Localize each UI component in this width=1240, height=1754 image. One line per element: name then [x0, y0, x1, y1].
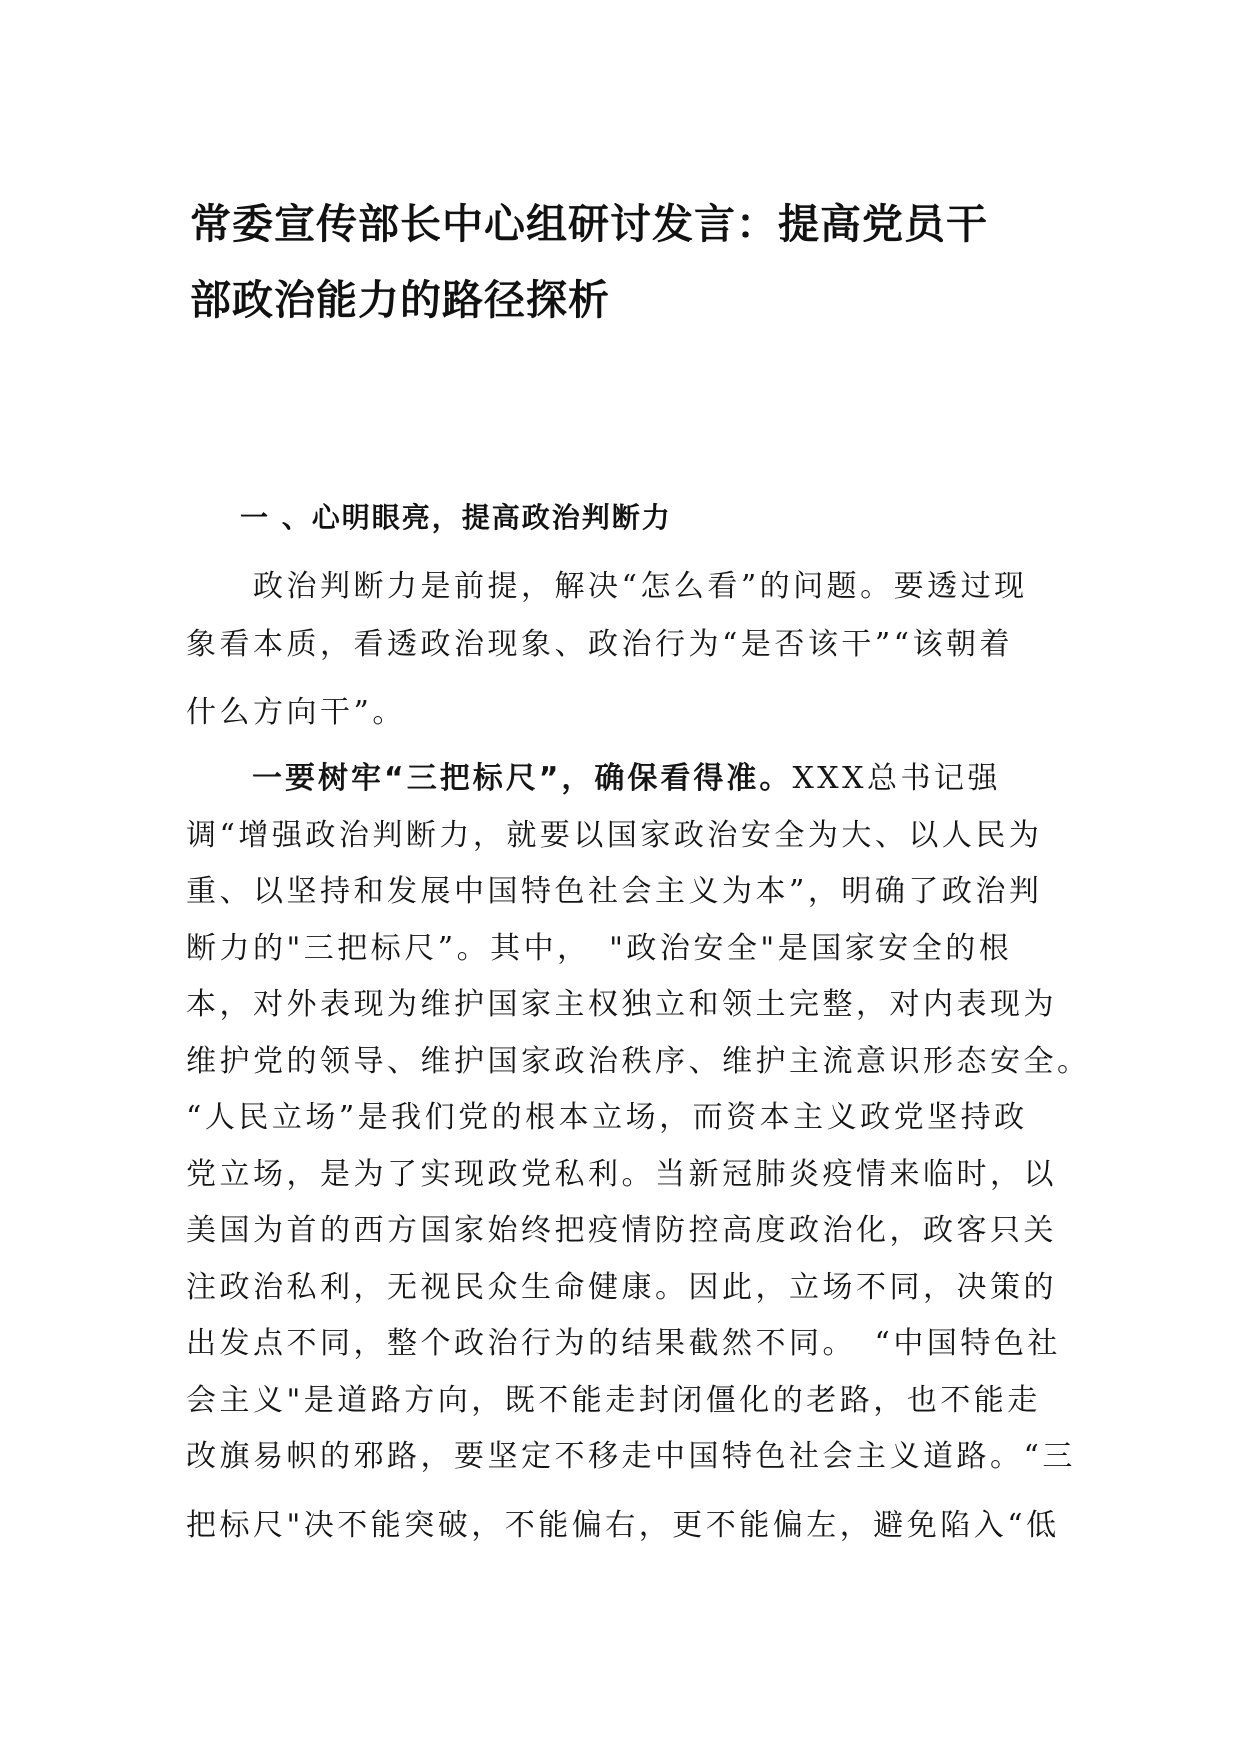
paragraph-2-line: 重、以坚持和发展中国特色社会主义为本”，明确了政治判: [186, 874, 1043, 909]
paragraph-2-line: 美国为首的西方国家始终把疫情防控高度政治化，政客只关: [186, 1213, 1057, 1248]
paragraph-2-bold-lead: 一要树牢“三把标尺”，确保看得准。: [186, 761, 793, 796]
paragraph-1-line: 什么方向干”。: [186, 695, 406, 730]
paragraph-2-line: 出发点不同，整个政治行为的结果截然不同。 “中国特色社: [186, 1326, 1061, 1361]
paragraph-2-line: 注政治私利，无视民众生命健康。因此，立场不同，决策的: [186, 1269, 1057, 1305]
paragraph-2-line: 断力的"三把标尺”。其中， "政治安全"是国家安全的根: [186, 930, 1013, 966]
paragraph-2-line: 调“增强政治判断力，就要以国家政治安全为大、以人民为: [186, 817, 1043, 853]
paragraph-1-line: 象看本质，看透政治现象、政治行为“是否该干”“该朝着: [186, 627, 1014, 662]
paragraph-1-line: 政治判断力是前提，解决“怎么看”的问题。要透过现: [186, 569, 1028, 604]
paragraph-2-line: 把标尺"决不能突破，不能偏右，更不能偏左，避免陷入“低: [186, 1507, 1060, 1543]
paragraph-2-line: 维护党的领导、维护国家政治秩序、维护主流意识形态安全。: [186, 1043, 1091, 1079]
paragraph-1: [186, 558, 1066, 742]
paragraph-2-line: 改旗易帜的邪路，要坚定不移走中国特色社会主义道路。“三: [186, 1439, 1076, 1474]
paragraph-2-line: 会主义"是道路方向，既不能走封闭僵化的老路，也不能走: [186, 1382, 1041, 1418]
title-line-2: 部政治能力的路径探析: [190, 276, 610, 324]
paragraph-2-line: 本，对外表现为维护国家主权独立和领土完整，对内表现为: [186, 987, 1057, 1022]
paragraph-2-lead-rest: XXX总书记强: [792, 761, 1002, 796]
paragraph-2: [186, 751, 1091, 1554]
title-line-1: 常委宣传部长中心组研讨发言：提高党员干: [190, 200, 988, 248]
document-title: [190, 186, 1070, 338]
paragraph-2-first-line: [186, 751, 1066, 808]
paragraph-2-line: 党立场，是为了实现政党私利。当新冠肺炎疫情来临时，以: [186, 1156, 1057, 1192]
section-heading: 一 、心明眼亮，提高政治判断力: [240, 501, 672, 534]
paragraph-2-line: “人民立场”是我们党的根本立场，而资本主义政党坚持政: [186, 1100, 1028, 1135]
